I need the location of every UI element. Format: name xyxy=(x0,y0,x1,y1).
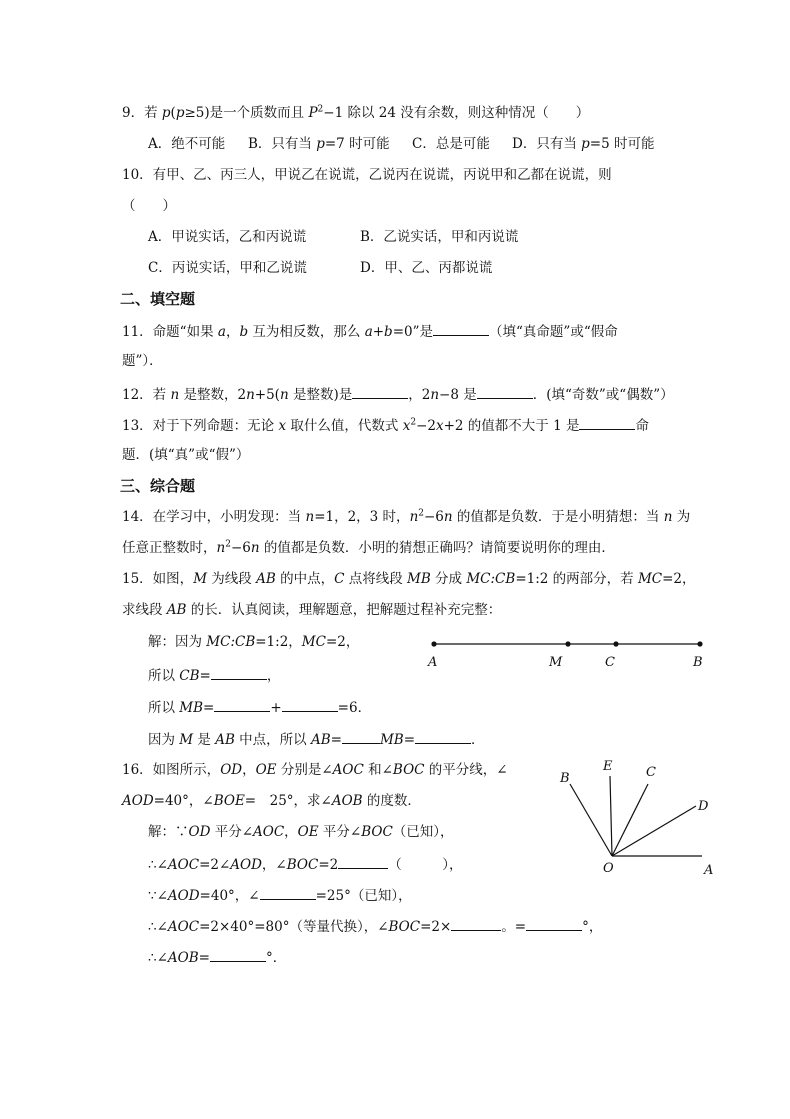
ray-ob xyxy=(570,784,612,856)
q10-stem: 10．有甲、乙、丙三人，甲说乙在说谎，乙说丙在说谎，丙说甲和乙都在说谎，则 xyxy=(122,167,612,183)
q15-ab-result-blank[interactable] xyxy=(415,729,471,744)
section-fill-blank-heading: 二、填空题 xyxy=(120,290,196,308)
label-c: C xyxy=(605,655,615,670)
label-a: A xyxy=(704,863,714,878)
q15-segment-figure xyxy=(420,630,720,674)
q15-solution-2: 所以 CB= ， xyxy=(148,665,280,685)
point-b xyxy=(697,641,702,646)
q9-option-a: A．绝不可能 xyxy=(148,136,226,152)
q16-solution-4: ∴∠AOC=2×40°=80°（等量代换），∠BOC=2× 。= °， xyxy=(148,916,602,936)
label-b: B xyxy=(693,655,703,670)
label-d: D xyxy=(698,799,709,814)
point-c xyxy=(613,641,618,646)
q9-option-d: D．只有当 p=5 时可能 xyxy=(512,136,655,152)
q15-solution-3: 所以 MB= + =6． xyxy=(148,697,371,717)
q16-boc-value-blank[interactable] xyxy=(526,916,582,931)
q12-line: 12．若 n 是整数，2n+5(n 是整数)是 ，2n−8 是 ．(填“奇数”或“偶数”） xyxy=(122,384,674,404)
q10-option-c: C．丙说实话，甲和乙说谎 xyxy=(148,260,307,276)
q15-ab-blank[interactable] xyxy=(342,729,380,744)
q16-solution-5: ∴∠AOB= °． xyxy=(148,947,286,967)
q16-boc-blank[interactable] xyxy=(338,854,388,869)
q14-line1: 14．在学习中，小明发现：当 n=1，2，3 时，$n^2-6n$ 的值都是负数．于是小明猜想：当 n 为 xyxy=(122,508,691,525)
q9-option-b: B．只有当 p=7 时可能 xyxy=(248,136,390,152)
q9-stem: 9．若 p(p≥5)是一个质数而且 $P^2-1$ 除以 24 没有余数，则这种情况（ ） xyxy=(122,104,590,121)
label-c: C xyxy=(646,765,656,780)
q11-line1: 11．命题“如果 a，b 互为相反数，那么 a+b=0”是 （填“真命题”或“假命 xyxy=(122,321,618,341)
q10-option-d: D．甲、乙、丙都说谎 xyxy=(360,260,493,276)
q15-cb-blank[interactable] xyxy=(211,665,267,680)
q9-option-c: C．总是可能 xyxy=(412,136,490,152)
label-a: A xyxy=(428,655,438,670)
q15-mb-blank-1[interactable] xyxy=(214,697,270,712)
q10-option-b: B．乙说实话，甲和丙说谎 xyxy=(360,229,519,245)
q12-blank-1[interactable] xyxy=(352,384,408,399)
q12-blank-2[interactable] xyxy=(477,384,533,399)
section-comprehensive-heading: 三、综合题 xyxy=(120,477,196,495)
q13-answer-blank[interactable] xyxy=(579,415,635,430)
q11-answer-blank[interactable] xyxy=(433,321,489,336)
q16-solution-1: 解：∵OD 平分∠AOC，OE 平分∠BOC（已知）， xyxy=(148,824,454,840)
q10-paren: （ ） xyxy=(122,198,176,214)
q16-angle-blank[interactable] xyxy=(260,885,316,900)
point-m xyxy=(565,641,570,646)
label-b: B xyxy=(560,771,570,786)
q15-solution-4: 因为 M 是 AB 中点，所以 AB= MB= ． xyxy=(148,729,485,749)
point-a xyxy=(431,641,436,646)
q16-solution-2: ∴∠AOC=2∠AOD，∠BOC=2 （ ）， xyxy=(148,854,462,874)
q13-line2: 题．(填“真”或“假”） xyxy=(122,447,250,463)
q15-line2: 求线段 AB 的长．认真阅读，理解题意，把解题过程补充完整： xyxy=(122,602,502,618)
label-o: O xyxy=(603,861,614,876)
q15-line1: 15．如图，M 为线段 AB 的中点，C 点将线段 MB 分成 MC:CB=1:2 的两部分，若 MC=2， xyxy=(122,571,696,587)
q16-boe-blank[interactable] xyxy=(451,916,501,931)
q16-angle-figure xyxy=(548,754,728,880)
q15-mb-blank-2[interactable] xyxy=(282,697,338,712)
q15-solution-1: 解：因为 MC:CB=1:2，MC=2， xyxy=(148,634,360,650)
q11-line2: 题”）． xyxy=(122,353,163,369)
label-m: M xyxy=(549,655,563,670)
q13-line1: 13．对于下列命题：无论 x 取什么值，代数式 $x^2-2x+2$ 的值都不大于 1 是 命 xyxy=(122,415,649,435)
q16-aob-blank[interactable] xyxy=(210,947,266,962)
q16-line1: 16．如图所示，OD，OE 分别是∠AOC 和∠BOC 的平分线，∠ xyxy=(122,762,508,778)
q16-solution-3: ∵∠AOD=40°，∠ =25°（已知）， xyxy=(148,885,412,905)
q14-line2: 任意正整数时，$n^2-6n$ 的值都是负数．小明的猜想正确吗？请简要说明你的理由． xyxy=(122,539,615,556)
q10-option-a: A．甲说实话，乙和丙说谎 xyxy=(148,229,307,245)
ray-oe xyxy=(610,776,612,856)
q16-line2: AOD=40°，∠BOE= 25°，求∠AOB 的度数． xyxy=(122,793,421,809)
label-e: E xyxy=(603,759,613,774)
